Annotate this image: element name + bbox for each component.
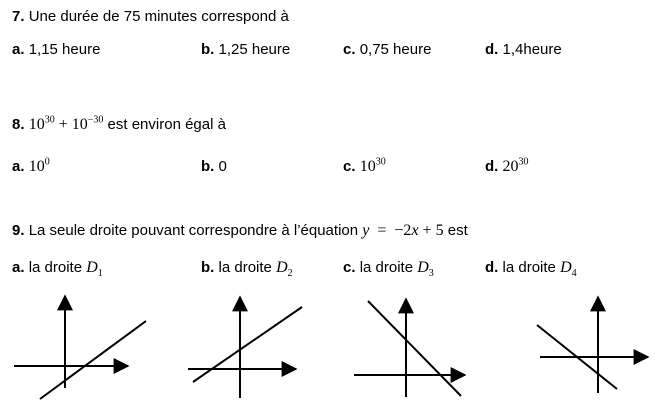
graph-d1 — [14, 296, 146, 399]
option-text: 0 — [218, 158, 227, 175]
option-math: $10^{30}$ — [359, 156, 386, 175]
option-text: 1,15 heure — [28, 41, 101, 58]
option-letter: c. — [343, 158, 356, 175]
graph-d4 — [537, 297, 648, 393]
question-text: Une durée de 75 minutes correspond à — [28, 8, 289, 25]
option-letter: a. — [12, 158, 25, 175]
option-text: la droite — [359, 259, 414, 276]
question-number: 7. — [12, 8, 25, 25]
option-math: $20^{30}$ — [502, 156, 529, 175]
option-letter: d. — [485, 259, 499, 276]
question-text: est environ égal à — [107, 116, 226, 133]
graph-d3 — [354, 299, 465, 397]
option-text: 0,75 heure — [359, 41, 432, 58]
option-letter: a. — [12, 259, 25, 276]
question-number: 9. — [12, 222, 25, 239]
option-letter: b. — [201, 41, 215, 58]
option-letter: d. — [485, 158, 499, 175]
option-letter: c. — [343, 41, 356, 58]
line-d3 — [368, 301, 461, 396]
option-math: $10^0$ — [28, 156, 50, 175]
math-expression: $10^{30} + 10^{-30}$ — [28, 114, 104, 133]
option-math: $D_4$ — [560, 259, 577, 280]
question-end: est — [447, 222, 468, 239]
option-letter: d. — [485, 41, 499, 58]
option-text: 1,4heure — [502, 41, 562, 58]
option-text: la droite — [218, 259, 272, 276]
option-letter: b. — [201, 158, 215, 175]
question-text: La seule droite pouvant correspondre à l’équation — [28, 222, 359, 239]
option-letter: b. — [201, 259, 215, 276]
option-letter: a. — [12, 41, 25, 58]
option-math: $D_2$ — [276, 259, 293, 280]
question-number: 8. — [12, 116, 25, 133]
option-math: $D_3$ — [417, 259, 434, 280]
option-text: 1,25 heure — [218, 41, 291, 58]
option-letter: c. — [343, 259, 356, 276]
line-d2 — [193, 307, 302, 382]
option-text: la droite — [502, 259, 556, 276]
graph-d2 — [188, 297, 302, 398]
option-text: la droite — [28, 259, 83, 276]
equation: y = −2x + 5 — [362, 222, 444, 239]
option-math: $D_1$ — [86, 259, 103, 280]
line-d1 — [40, 321, 146, 399]
